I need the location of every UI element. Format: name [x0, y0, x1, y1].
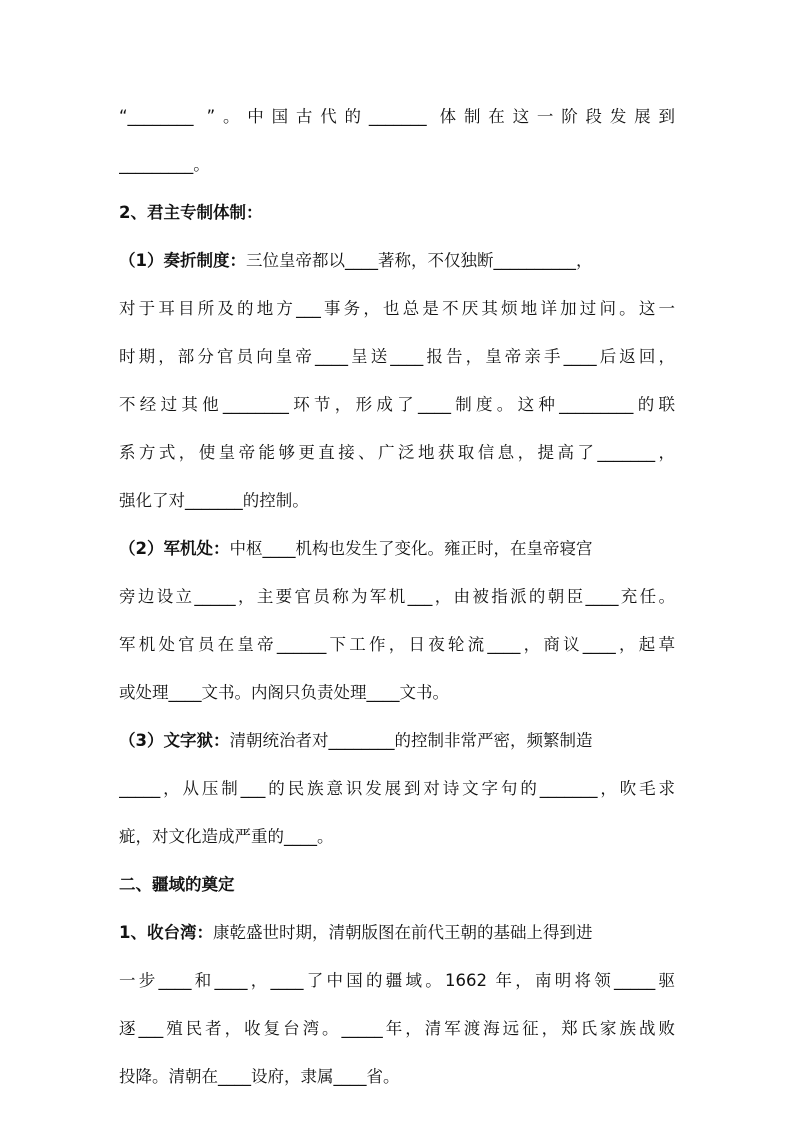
line-text: 时期，部分官员向皇帝____呈送____报告，皇帝亲手____后返回， [119, 347, 675, 366]
subheading-literary-inquisition: （3）文字狱： [119, 731, 230, 750]
text-line-5 [119, 292, 675, 326]
heading-text: 二、疆域的奠定 [119, 875, 235, 894]
line-text: 军机处官员在皇帝______下工作，日夜轮流____，商议____，起草 [119, 635, 675, 654]
line-text: “________ ”。中国古代的_______ 体制在这一阶段发展到 [119, 107, 675, 126]
line-text: _________。 [119, 155, 210, 174]
text-line-16 [119, 820, 675, 854]
line-text: 中枢____机构也发生了变化。雍正时，在皇帝寝宫 [229, 539, 593, 558]
text-line-memorial-system [119, 244, 675, 278]
line-text: 投降。清朝在____设府，隶属____省。 [119, 1067, 400, 1086]
line-text: 强化了对_______的控制。 [119, 491, 309, 510]
text-line-6 [119, 340, 675, 374]
text-line-12 [119, 628, 675, 662]
text-line-9 [119, 484, 675, 518]
line-text: 逐___殖民者，收复台湾。_____年，清军渡海远征，郑氏家族战败 [119, 1019, 675, 1038]
line-text: 三位皇帝都以____著称，不仅独断__________， [245, 251, 593, 270]
text-line-2 [119, 148, 675, 182]
line-text: 对于耳目所及的地方___事务，也总是不厌其烦地详加过问。这一 [119, 299, 675, 318]
line-text: 疵，对文化造成严重的____。 [119, 827, 334, 846]
section-heading-territory [119, 868, 675, 902]
line-text: 系方式，使皇帝能够更直接、广泛地获取信息，提高了_______， [119, 443, 675, 462]
line-text: _____，从压制___的民族意识发展到对诗文字句的_______，吹毛求 [119, 779, 675, 798]
text-line-7 [119, 388, 675, 422]
text-line-grand-council [119, 532, 675, 566]
subheading-memorial-system: （1）奏折制度： [119, 251, 246, 270]
section-heading-monarchy [119, 196, 675, 230]
text-line-20 [119, 1012, 675, 1046]
text-line-13 [119, 676, 675, 710]
text-line-1 [119, 100, 675, 134]
line-text: 清朝统治者对________的控制非常严密，频繁制造 [229, 731, 593, 750]
text-line-8 [119, 436, 675, 470]
heading-text: 2、君主专制体制： [119, 203, 263, 222]
line-text: 不经过其他________环节，形成了____制度。这种_________的联 [119, 395, 675, 414]
subheading-taiwan: 1、收台湾： [119, 923, 213, 942]
text-line-taiwan [119, 916, 675, 950]
text-line-15 [119, 772, 675, 806]
line-text: 或处理____文书。内阁只负责处理____文书。 [119, 683, 449, 702]
line-text: 康乾盛世时期，清朝版图在前代王朝的基础上得到进 [212, 923, 593, 942]
text-line-literary-inquisition [119, 724, 675, 758]
text-line-21 [119, 1060, 675, 1094]
line-text: 旁边设立_____，主要官员称为军机___，由被指派的朝臣____充任。 [119, 587, 675, 606]
line-text: 一步____和____，____了中国的疆域。1662 年，南明将领_____驱 [119, 971, 675, 990]
text-line-19 [119, 964, 675, 998]
document-body [119, 100, 675, 1108]
text-line-11 [119, 580, 675, 614]
subheading-grand-council: （2）军机处： [119, 539, 230, 558]
